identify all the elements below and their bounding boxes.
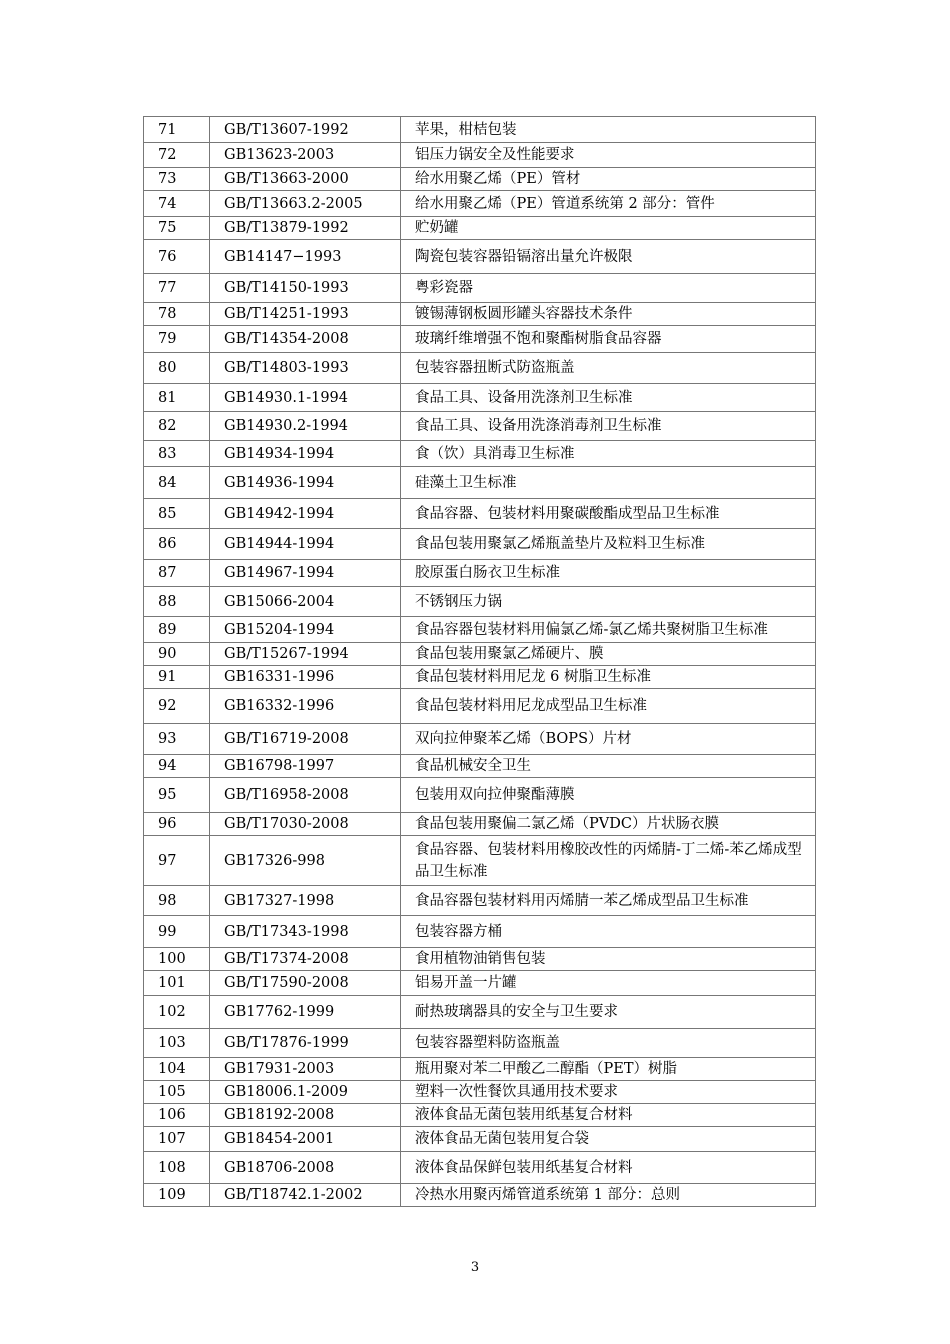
row-number: 97 xyxy=(144,836,210,886)
standard-code: GB/T16719-2008 xyxy=(210,724,401,755)
standard-code: GB13623-2003 xyxy=(210,143,401,168)
standard-code: GB/T17343-1998 xyxy=(210,916,401,948)
table-row xyxy=(144,353,816,384)
standard-code: GB14967-1994 xyxy=(210,560,401,587)
standard-code: GB/T18742.1-2002 xyxy=(210,1184,401,1207)
row-number: 101 xyxy=(144,971,210,996)
table-row xyxy=(144,996,816,1029)
standard-code: GB18006.1-2009 xyxy=(210,1081,401,1104)
row-number: 91 xyxy=(144,666,210,689)
standard-code: GB/T13663-2000 xyxy=(210,168,401,191)
row-number: 104 xyxy=(144,1058,210,1081)
standard-name: 玻璃纤维增强不饱和聚酯树脂食品容器 xyxy=(401,326,816,353)
standard-code: GB14942-1994 xyxy=(210,499,401,529)
standard-code: GB15204-1994 xyxy=(210,617,401,643)
standard-code: GB14147−1993 xyxy=(210,240,401,274)
table-row xyxy=(144,217,816,240)
standard-code: GB/T17030-2008 xyxy=(210,813,401,836)
standard-name: 塑料一次性餐饮具通用技术要求 xyxy=(401,1081,816,1104)
standard-name: 贮奶罐 xyxy=(401,217,816,240)
standard-code: GB/T14354-2008 xyxy=(210,326,401,353)
standard-name: 给水用聚乙烯（PE）管材 xyxy=(401,168,816,191)
standard-name: 包装容器方桶 xyxy=(401,916,816,948)
table-row xyxy=(144,1081,816,1104)
row-number: 105 xyxy=(144,1081,210,1104)
row-number: 109 xyxy=(144,1184,210,1207)
standard-name: 食用植物油销售包装 xyxy=(401,948,816,971)
table-row xyxy=(144,499,816,529)
standard-name: 食品容器、包装材料用橡胶改性的丙烯腈-丁二烯-苯乙烯成型品卫生标准 xyxy=(401,836,816,886)
standard-code: GB14936-1994 xyxy=(210,467,401,499)
table-row xyxy=(144,1104,816,1127)
row-number: 95 xyxy=(144,778,210,813)
standard-code: GB17931-2003 xyxy=(210,1058,401,1081)
standard-name: 陶瓷包装容器铅镉溶出量允许极限 xyxy=(401,240,816,274)
standard-code: GB14930.1-1994 xyxy=(210,384,401,412)
standard-name: 液体食品保鲜包装用纸基复合材料 xyxy=(401,1152,816,1184)
table-row xyxy=(144,643,816,666)
row-number: 85 xyxy=(144,499,210,529)
table-row xyxy=(144,560,816,587)
standard-code: GB/T13879-1992 xyxy=(210,217,401,240)
standard-name: 瓶用聚对苯二甲酸乙二醇酯（PET）树脂 xyxy=(401,1058,816,1081)
table-row xyxy=(144,1184,816,1207)
standards-table-body xyxy=(144,117,816,1207)
standard-code: GB/T17374-2008 xyxy=(210,948,401,971)
standard-name: 不锈钢压力锅 xyxy=(401,587,816,617)
table-row xyxy=(144,467,816,499)
row-number: 82 xyxy=(144,412,210,441)
standard-code: GB14944-1994 xyxy=(210,529,401,560)
standard-name: 粤彩瓷器 xyxy=(401,274,816,303)
row-number: 76 xyxy=(144,240,210,274)
table-row xyxy=(144,813,816,836)
row-number: 108 xyxy=(144,1152,210,1184)
table-row xyxy=(144,755,816,778)
standard-name: 食品机械安全卫生 xyxy=(401,755,816,778)
row-number: 78 xyxy=(144,303,210,326)
table-row xyxy=(144,1152,816,1184)
row-number: 88 xyxy=(144,587,210,617)
table-row xyxy=(144,587,816,617)
table-row xyxy=(144,529,816,560)
row-number: 92 xyxy=(144,689,210,724)
page-number: 3 xyxy=(470,1260,480,1275)
standard-name: 包装容器塑料防盗瓶盖 xyxy=(401,1029,816,1058)
table-row xyxy=(144,971,816,996)
row-number: 74 xyxy=(144,191,210,217)
standard-code: GB/T15267-1994 xyxy=(210,643,401,666)
standard-code: GB16798-1997 xyxy=(210,755,401,778)
row-number: 75 xyxy=(144,217,210,240)
standard-name: 铝易开盖一片罐 xyxy=(401,971,816,996)
standard-code: GB15066-2004 xyxy=(210,587,401,617)
standard-code: GB14930.2-1994 xyxy=(210,412,401,441)
standard-code: GB/T14803-1993 xyxy=(210,353,401,384)
table-row xyxy=(144,441,816,467)
standard-name: 铝压力锅安全及性能要求 xyxy=(401,143,816,168)
standard-name: 食品包装材料用尼龙成型品卫生标准 xyxy=(401,689,816,724)
table-row xyxy=(144,948,816,971)
table-row xyxy=(144,240,816,274)
table-row xyxy=(144,724,816,755)
standards-table xyxy=(143,116,816,1207)
row-number: 98 xyxy=(144,886,210,916)
standard-name: 食品工具、设备用洗涤消毒剂卫生标准 xyxy=(401,412,816,441)
standard-code: GB/T13663.2-2005 xyxy=(210,191,401,217)
standard-name: 双向拉伸聚苯乙烯（BOPS）片材 xyxy=(401,724,816,755)
row-number: 89 xyxy=(144,617,210,643)
table-row xyxy=(144,666,816,689)
row-number: 79 xyxy=(144,326,210,353)
table-row xyxy=(144,168,816,191)
row-number: 96 xyxy=(144,813,210,836)
table-row xyxy=(144,412,816,441)
table-row xyxy=(144,1127,816,1152)
row-number: 73 xyxy=(144,168,210,191)
standard-name: 液体食品无菌包装用纸基复合材料 xyxy=(401,1104,816,1127)
standard-code: GB/T17876-1999 xyxy=(210,1029,401,1058)
standard-code: GB17327-1998 xyxy=(210,886,401,916)
standard-code: GB18706-2008 xyxy=(210,1152,401,1184)
row-number: 86 xyxy=(144,529,210,560)
standard-name: 苹果，柑桔包装 xyxy=(401,117,816,143)
standard-name: 胶原蛋白肠衣卫生标准 xyxy=(401,560,816,587)
table-row xyxy=(144,778,816,813)
row-number: 107 xyxy=(144,1127,210,1152)
table-row xyxy=(144,117,816,143)
table-row xyxy=(144,303,816,326)
standard-name: 食（饮）具消毒卫生标准 xyxy=(401,441,816,467)
table-row xyxy=(144,384,816,412)
table-row xyxy=(144,836,816,886)
standard-code: GB/T13607-1992 xyxy=(210,117,401,143)
standard-code: GB16331-1996 xyxy=(210,666,401,689)
standard-name: 食品包装材料用尼龙 6 树脂卫生标准 xyxy=(401,666,816,689)
table-row xyxy=(144,916,816,948)
standard-code: GB18192-2008 xyxy=(210,1104,401,1127)
table-row xyxy=(144,274,816,303)
standard-name: 冷热水用聚丙烯管道系统第 1 部分：总则 xyxy=(401,1184,816,1207)
table-row xyxy=(144,1029,816,1058)
standard-name: 耐热玻璃器具的安全与卫生要求 xyxy=(401,996,816,1029)
standard-code: GB/T14150-1993 xyxy=(210,274,401,303)
row-number: 94 xyxy=(144,755,210,778)
standard-code: GB/T16958-2008 xyxy=(210,778,401,813)
standard-code: GB18454-2001 xyxy=(210,1127,401,1152)
row-number: 102 xyxy=(144,996,210,1029)
row-number: 71 xyxy=(144,117,210,143)
standard-code: GB/T14251-1993 xyxy=(210,303,401,326)
standard-name: 包装容器扭断式防盗瓶盖 xyxy=(401,353,816,384)
row-number: 99 xyxy=(144,916,210,948)
row-number: 93 xyxy=(144,724,210,755)
row-number: 106 xyxy=(144,1104,210,1127)
standard-code: GB17762-1999 xyxy=(210,996,401,1029)
standard-name: 食品包装用聚氯乙烯硬片、膜 xyxy=(401,643,816,666)
row-number: 81 xyxy=(144,384,210,412)
table-row xyxy=(144,191,816,217)
row-number: 77 xyxy=(144,274,210,303)
standard-code: GB14934-1994 xyxy=(210,441,401,467)
standard-name: 包装用双向拉伸聚酯薄膜 xyxy=(401,778,816,813)
table-row xyxy=(144,689,816,724)
table-row xyxy=(144,143,816,168)
row-number: 80 xyxy=(144,353,210,384)
standard-code: GB/T17590-2008 xyxy=(210,971,401,996)
standard-name: 液体食品无菌包装用复合袋 xyxy=(401,1127,816,1152)
standard-code: GB17326-998 xyxy=(210,836,401,886)
standard-name: 食品容器包装材料用偏氯乙烯-氯乙烯共聚树脂卫生标准 xyxy=(401,617,816,643)
standard-name: 食品包装用聚氯乙烯瓶盖垫片及粒料卫生标准 xyxy=(401,529,816,560)
row-number: 90 xyxy=(144,643,210,666)
standard-name: 镀锡薄钢板圆形罐头容器技术条件 xyxy=(401,303,816,326)
table-row xyxy=(144,326,816,353)
row-number: 72 xyxy=(144,143,210,168)
standard-name: 食品工具、设备用洗涤剂卫生标准 xyxy=(401,384,816,412)
table-row xyxy=(144,617,816,643)
row-number: 100 xyxy=(144,948,210,971)
table-row xyxy=(144,1058,816,1081)
row-number: 87 xyxy=(144,560,210,587)
table-row xyxy=(144,886,816,916)
row-number: 84 xyxy=(144,467,210,499)
row-number: 83 xyxy=(144,441,210,467)
standard-name: 食品容器、包装材料用聚碳酸酯成型品卫生标准 xyxy=(401,499,816,529)
standard-code: GB16332-1996 xyxy=(210,689,401,724)
standard-name: 硅藻土卫生标准 xyxy=(401,467,816,499)
standard-name: 食品容器包装材料用丙烯腈一苯乙烯成型品卫生标准 xyxy=(401,886,816,916)
standard-name: 食品包装用聚偏二氯乙烯（PVDC）片状肠衣膜 xyxy=(401,813,816,836)
row-number: 103 xyxy=(144,1029,210,1058)
standard-name: 给水用聚乙烯（PE）管道系统第 2 部分：管件 xyxy=(401,191,816,217)
